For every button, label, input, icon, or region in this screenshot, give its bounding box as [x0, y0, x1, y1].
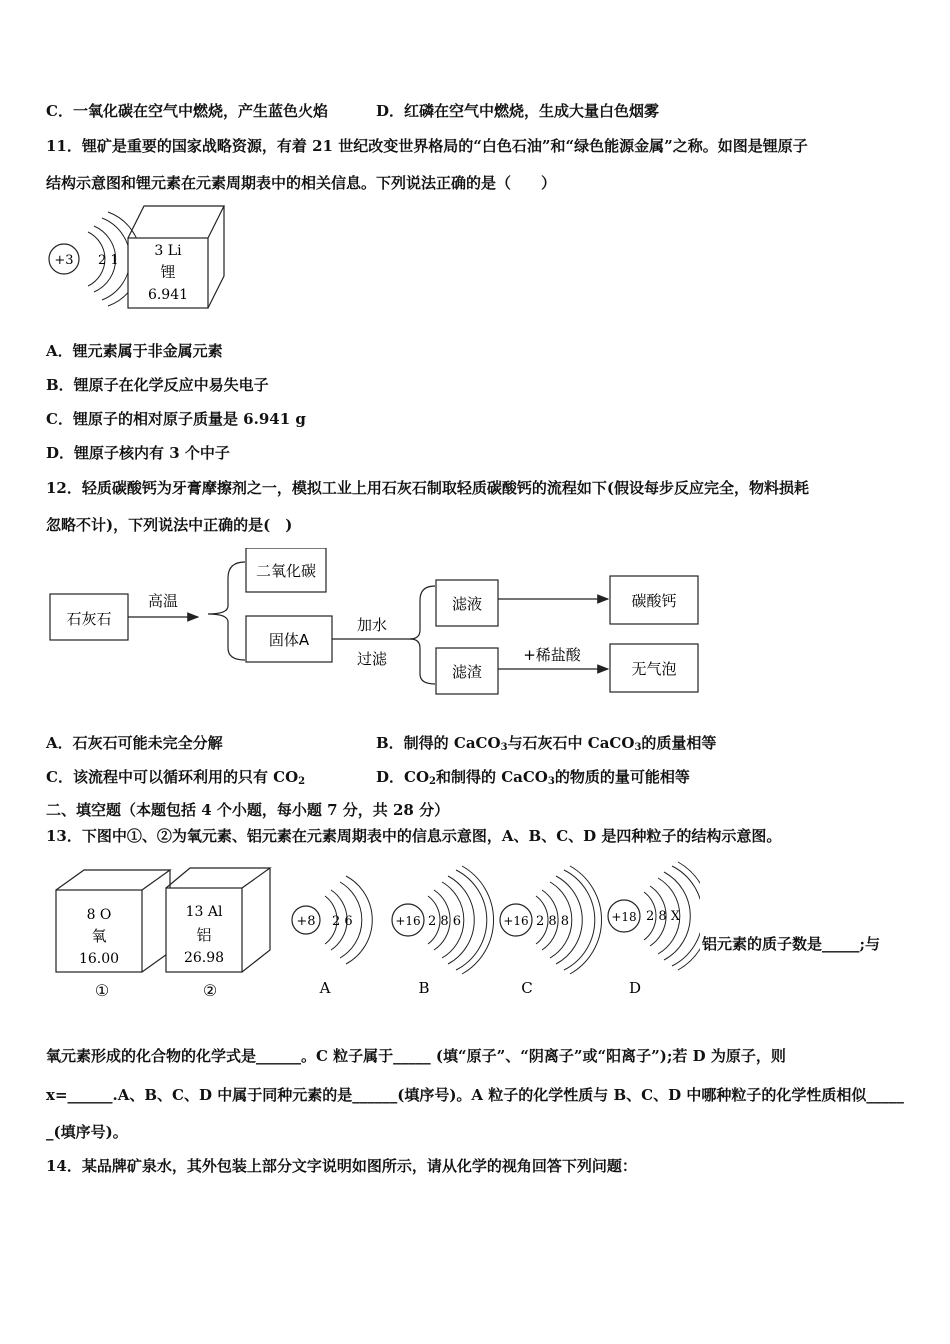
flow-filter-label: 过滤: [356, 650, 388, 668]
particle-c-diagram: [500, 866, 602, 974]
q12-flowchart: [40, 548, 720, 703]
q13-line4: _(填序号)。: [46, 1123, 128, 1141]
flow-co2-label: 二氧化碳: [255, 562, 317, 580]
flow-residue-label: 滤渣: [451, 663, 483, 681]
oxygen-card-label: ①: [94, 981, 110, 1000]
q11-option-a: A．锂元素属于非金属元素: [46, 342, 223, 360]
q10-option-d: D．红磷在空气中燃烧，生成大量白色烟雾: [376, 102, 660, 120]
q10-option-c: C．一氧化碳在空气中燃烧，产生蓝色火焰: [46, 102, 328, 120]
particle-a-shells: 2 6: [332, 914, 353, 929]
q12-stem-line1: 12．轻质碳酸钙为牙膏摩擦剂之一，模拟工业上用石灰石制取轻质碳酸钙的流程如下(假设每步反应完全，物料损耗: [46, 479, 809, 497]
q13-side-text: 铝元素的质子数是_____;与: [702, 935, 881, 953]
flow-brace-2: [410, 586, 435, 684]
flow-caco3-label: 碳酸钙: [631, 592, 677, 610]
particle-b-label: B: [418, 979, 430, 997]
particle-a-label: A: [319, 979, 331, 997]
flow-add-hcl-label: +稀盐酸: [523, 646, 581, 664]
q11-option-c: C．锂原子的相对原子质量是 6.941 g: [46, 410, 306, 428]
flow-brace-1: [208, 562, 245, 660]
q13-figure: [40, 858, 700, 1008]
q12-option-d: D．$CO_2$和制得的 CaCO$_3$的物质的量可能相等: [376, 768, 690, 787]
q12-option-a: A．石灰石可能未完全分解: [46, 734, 223, 752]
particle-b-diagram: [392, 866, 494, 974]
q12-option-c: C．该流程中可以循环利用的只有 $CO_2$: [46, 768, 306, 787]
particle-d-diagram: [608, 862, 700, 970]
q12-option-b: B．制得的 CaCO$_3$与石灰石中 CaCO$_3$的质量相等: [376, 734, 717, 753]
flow-high-temp-label: 高温: [147, 592, 179, 610]
particle-d-shells: 2 8 X: [646, 909, 681, 924]
q14-stem-line1: 14．某品牌矿泉水，其外包装上部分文字说明如图所示，请从化学的视角回答下列问题：: [46, 1157, 637, 1175]
lithium-element-card: [128, 206, 224, 308]
particle-a-nucleus: +8: [296, 914, 316, 929]
flow-add-water-label: 加水: [356, 616, 388, 634]
aluminum-name: 铝: [196, 926, 212, 944]
aluminum-card-label: ②: [202, 981, 218, 1000]
q13-line3: x=______.A、B、C、D 中属于同种元素的是______(填序号)。A 粒子的化学性质与 B、C、D 中哪种粒子的化学性质相似_____: [46, 1086, 904, 1104]
lithium-nucleus-charge: +3: [54, 253, 74, 268]
q11-figure: [40, 198, 250, 313]
aluminum-mass: 26.98: [183, 950, 225, 966]
section-2-title: 二、填空题（本题包括 4 个小题，每小题 7 分，共 28 分）: [46, 801, 450, 819]
particle-b-shells: 2 8 6: [428, 914, 462, 929]
oxygen-element-card: [56, 870, 170, 972]
q11-stem-line2: 结构示意图和锂元素在元素周期表中的相关信息。下列说法正确的是（ ）: [46, 174, 557, 192]
q11-option-d: D．锂原子核内有 3 个中子: [46, 444, 230, 462]
particle-b-nucleus: +16: [395, 914, 421, 928]
lithium-shell-electrons: 2 1: [98, 253, 119, 268]
particle-c-nucleus: +16: [503, 914, 529, 928]
lithium-mass: 6.941: [147, 287, 189, 303]
oxygen-name: 氧: [91, 927, 107, 945]
q11-option-b: B．锂原子在化学反应中易失电子: [46, 376, 269, 394]
flow-solid-a-label: 固体A: [268, 631, 310, 649]
q11-stem-line1: 11．锂矿是重要的国家战略资源，有着 21 世纪改变世界格局的“白色石油”和“绿色能源金属”之称。如图是锂原子: [46, 137, 808, 155]
particle-d-nucleus: +18: [611, 910, 637, 924]
q13-line2: 氧元素形成的化合物的化学式是______。C 粒子属于_____ (填“原子”、“阴离子”或“阳离子”);若 D 为原子，则: [46, 1047, 786, 1065]
oxygen-mass: 16.00: [78, 951, 120, 967]
lithium-name: 锂: [160, 263, 176, 281]
particle-c-shells: 2 8 8: [536, 914, 570, 929]
aluminum-number-symbol: 13 Al: [185, 904, 223, 920]
lithium-number-symbol: 3 Li: [154, 243, 182, 259]
particle-d-label: D: [628, 979, 642, 997]
q12-stem-line2: 忽略不计)，下列说法中正确的是( ): [46, 516, 293, 534]
q13-stem-line1: 13．下图中①、②为氧元素、铝元素在元素周期表中的信息示意图，A、B、C、D 是四种粒子的结构示意图。: [46, 827, 782, 845]
flow-no-bubbles-label: 无气泡: [631, 660, 677, 678]
aluminum-element-card: [166, 868, 270, 972]
flow-filtrate-label: 滤液: [451, 595, 483, 613]
flow-limestone-label: 石灰石: [66, 610, 112, 628]
particle-c-label: C: [521, 979, 533, 997]
particle-a-diagram: [292, 876, 372, 964]
oxygen-number-symbol: 8 O: [86, 907, 112, 923]
